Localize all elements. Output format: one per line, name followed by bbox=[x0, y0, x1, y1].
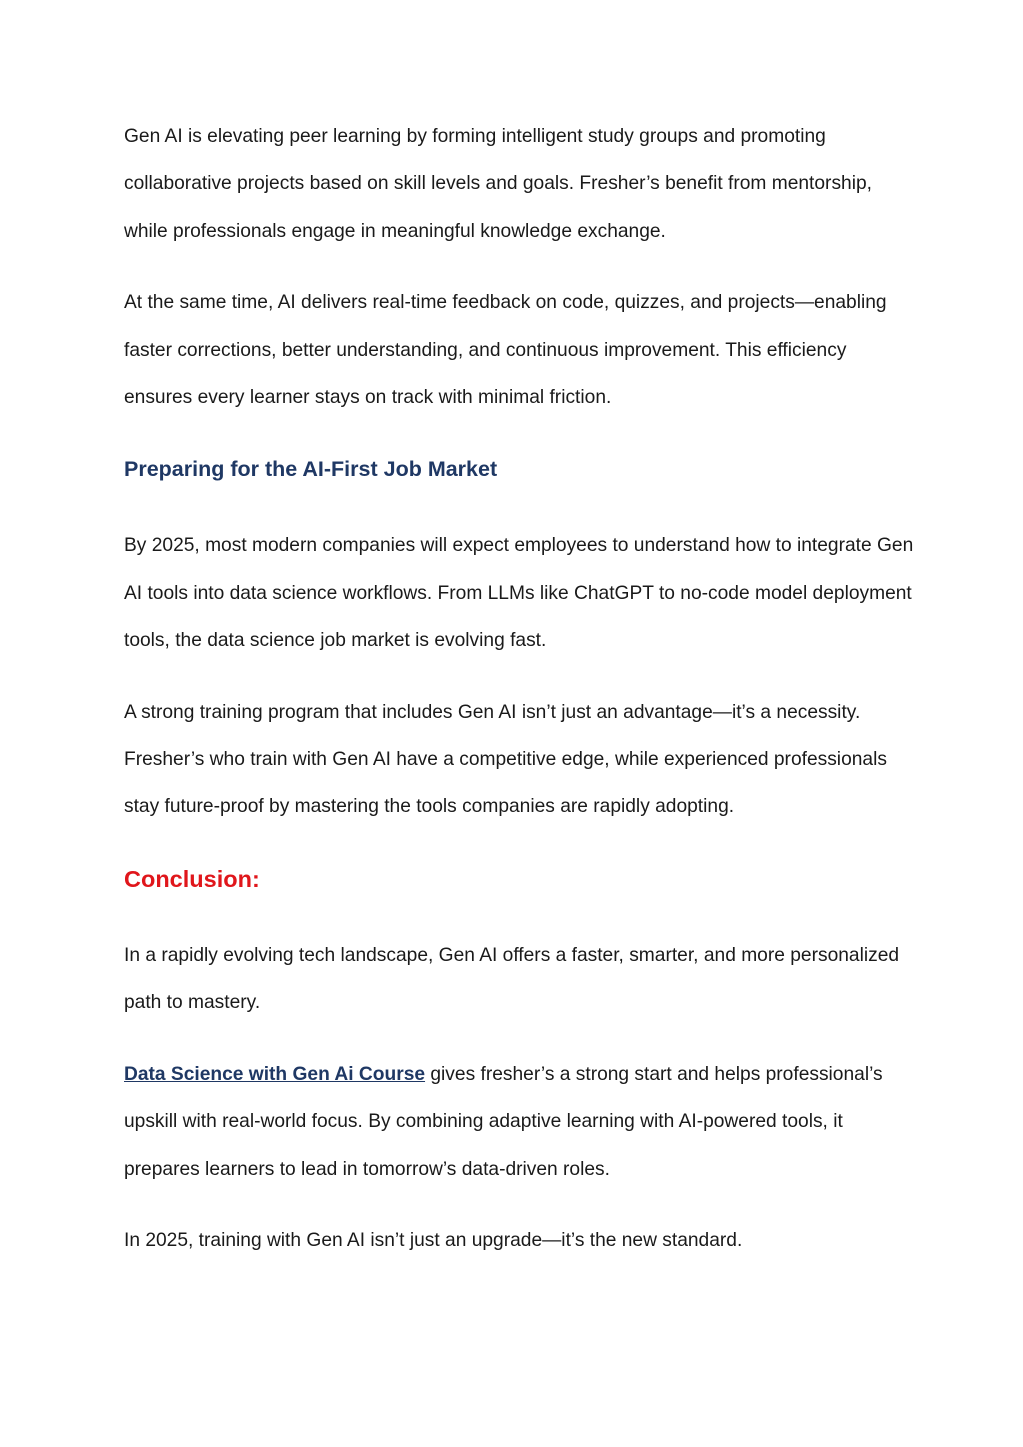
heading-conclusion: Conclusion: bbox=[124, 865, 260, 892]
paragraph-realtime-feedback: At the same time, AI delivers real-time feedback on code, quizzes, and projects—enabling faster corrections, better understanding, and continuous improvement. This efficiency ensures every learner stays on track with minimal friction. bbox=[124, 292, 887, 409]
paragraph-tech-landscape: In a rapidly evolving tech landscape, Gen AI offers a faster, smarter, and more personalized path to mastery. bbox=[124, 944, 900, 1014]
document-page bbox=[124, 113, 914, 1264]
paragraph-course-text: gives fresher’s a strong start and helps professional’s upskill with real-world focus. By combining adaptive learning with AI-powered tools, it prepares learners to lead in tomorrow’s data-driven roles. bbox=[124, 1063, 883, 1180]
paragraph-new-standard: In 2025, training with Gen AI isn’t just an upgrade—it’s the new standard. bbox=[124, 1229, 743, 1251]
heading-job-market: Preparing for the AI-First Job Market bbox=[124, 457, 498, 482]
paragraph-peer-learning: Gen AI is elevating peer learning by forming intelligent study groups and promoting collaborative projects based on skill levels and goals. Fresher’s benefit from mentorship, while professionals engage in meaningful knowledge exchange. bbox=[124, 126, 872, 242]
paragraph-course bbox=[124, 1051, 914, 1193]
paragraph-training-program: A strong training program that includes Gen AI isn’t just an advantage—it’s a necessity. Fresher’s who train with Gen AI have a competitive edge, while experienced professionals stay future-proof by mastering the tools companies are rapidly adopting. bbox=[124, 701, 887, 818]
course-link[interactable]: Data Science with Gen Ai Course bbox=[124, 1063, 426, 1085]
paragraph-2025-companies: By 2025, most modern companies will expect employees to understand how to integrate Gen AI tools into data science workflows. From LLMs like ChatGPT to no-code model deployment tools, the data science job market is evolving fast. bbox=[124, 535, 914, 652]
